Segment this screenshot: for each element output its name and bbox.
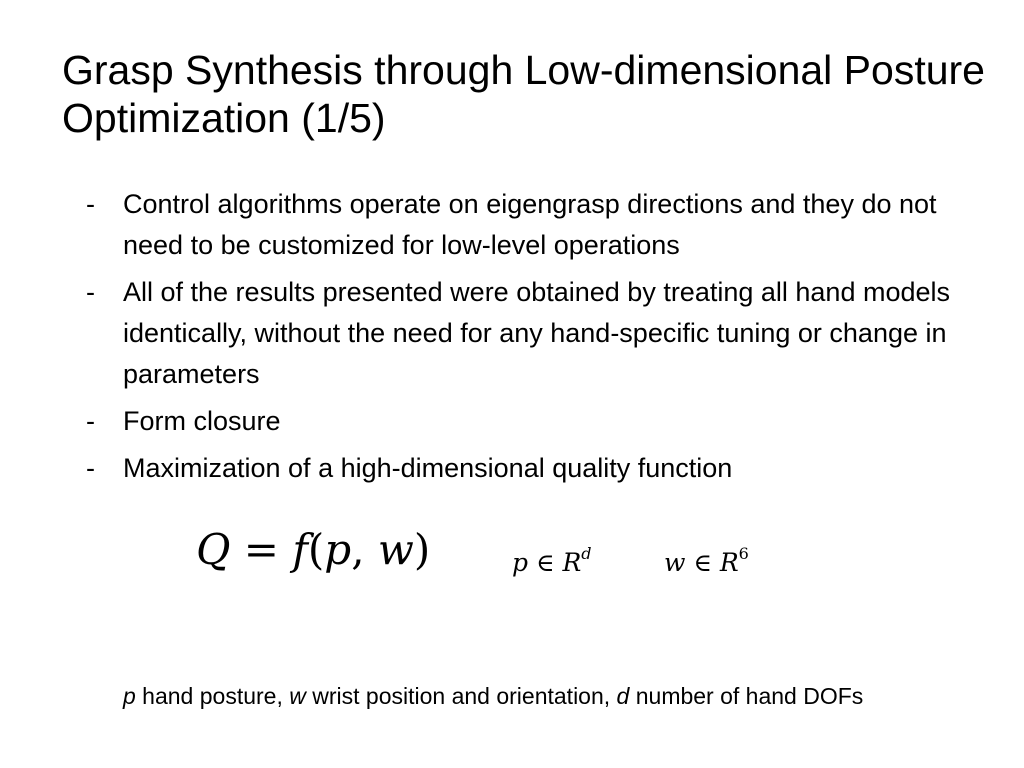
formula-equals: =: [243, 525, 279, 574]
w-set-exponent: 6: [738, 544, 749, 563]
bullet-text: Maximization of a high-dimensional quality function: [123, 453, 733, 483]
def-w-text: wrist position and orientation,: [305, 683, 617, 709]
formula-lhs: Q: [196, 525, 231, 574]
formula-close-paren: ): [413, 525, 431, 574]
def-w-var: w: [289, 683, 306, 709]
element-of-symbol: ∈: [693, 548, 712, 577]
p-domain-formula: [512, 534, 592, 583]
bullet-marker: -: [86, 453, 95, 483]
formula-function: f: [292, 525, 308, 574]
formula-arg-p: p: [324, 525, 352, 574]
def-d-text: number of hand DOFs: [629, 683, 864, 709]
bullet-text: Form closure: [123, 406, 281, 436]
w-domain-formula: [664, 534, 749, 583]
variable-definitions: [86, 672, 996, 720]
p-var: p: [512, 548, 529, 577]
bullet-item: [86, 272, 996, 395]
bullet-marker: -: [86, 189, 95, 219]
bullet-text: All of the results presented were obtained by treating all hand models identically, without the need for any hand-specific tuning or change in parameters: [123, 277, 950, 389]
p-set-exponent: d: [581, 544, 592, 563]
bullet-item: [86, 184, 996, 266]
bullet-item: [86, 401, 996, 442]
bullet-marker: -: [86, 406, 95, 436]
formula-arg-w: w: [377, 525, 414, 574]
bullet-marker: -: [86, 277, 95, 307]
formula-open-paren: (: [307, 525, 325, 574]
slide-title: Grasp Synthesis through Low-dimensional Posture Optimization (1/5): [62, 47, 985, 141]
element-of-symbol: ∈: [535, 548, 555, 577]
w-set: R: [719, 548, 739, 577]
bullet-list: [86, 184, 996, 495]
quality-function-formula: [196, 522, 430, 578]
def-d-var: d: [616, 683, 630, 709]
def-p-text: hand posture,: [135, 683, 290, 709]
bullet-item: [86, 448, 996, 489]
formula-comma: ,: [351, 525, 365, 574]
bullet-text: Control algorithms operate on eigengrasp directions and they do not need to be customized for low-level operations: [123, 189, 937, 260]
def-p-var: p: [123, 683, 136, 709]
p-set: R: [562, 548, 582, 577]
w-var: w: [664, 548, 686, 577]
